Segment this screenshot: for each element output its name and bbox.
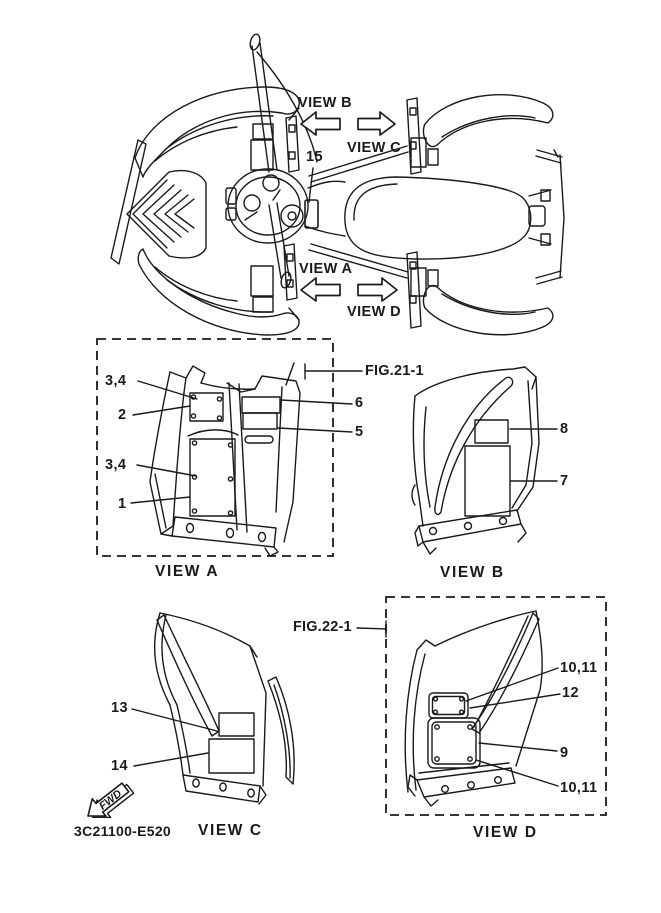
label-part-7 — [465, 446, 510, 516]
view-c-fender-drawing — [100, 605, 300, 825]
callout-1: 1 — [118, 496, 127, 512]
callout-15: 15 — [306, 149, 323, 165]
label-part-5 — [243, 413, 277, 429]
callout-14: 14 — [111, 758, 128, 774]
view-b-caption: VIEW B — [440, 564, 505, 581]
atv-top-view-drawing — [105, 30, 565, 340]
callout-2: 2 — [118, 407, 127, 423]
callout-5: 5 — [355, 424, 364, 440]
fig21-ref: FIG.21-1 — [365, 363, 424, 379]
view-d-caption: VIEW D — [473, 824, 538, 841]
fwd-label: FWD — [97, 787, 125, 813]
callout-13: 13 — [111, 700, 128, 716]
callout-6: 6 — [355, 395, 364, 411]
view-a-arrow-icon — [301, 278, 340, 301]
callout-12: 12 — [562, 685, 579, 701]
view-b-arrow-label: VIEW B — [298, 95, 352, 111]
drawing-code: 3C21100-E520 — [74, 823, 172, 839]
fig22-ref: FIG.22-1 — [293, 619, 352, 635]
callout-34-top: 3,4 — [105, 373, 127, 389]
label-part-6 — [242, 397, 280, 413]
callout-9: 9 — [560, 745, 569, 761]
view-c-arrow-label: VIEW C — [347, 140, 401, 156]
label-part-14 — [209, 739, 254, 773]
callout-7: 7 — [560, 473, 569, 489]
view-d-arrow-icon — [358, 278, 397, 301]
view-c-caption: VIEW C — [198, 822, 263, 839]
view-c-arrow-icon — [358, 112, 395, 135]
callout-1011-top: 10,11 — [560, 660, 598, 676]
view-d-arrow-label: VIEW D — [347, 304, 401, 320]
view-a-fender-drawing — [145, 362, 335, 560]
label-part-13 — [219, 713, 254, 736]
label-part-8 — [475, 420, 508, 443]
view-a-caption: VIEW A — [155, 563, 220, 580]
callout-8: 8 — [560, 421, 569, 437]
callout-34-mid: 3,4 — [105, 457, 127, 473]
view-a-arrow-label: VIEW A — [299, 261, 353, 277]
callout-1011-bottom: 10,11 — [560, 780, 598, 796]
view-b-fender-drawing — [405, 365, 575, 560]
